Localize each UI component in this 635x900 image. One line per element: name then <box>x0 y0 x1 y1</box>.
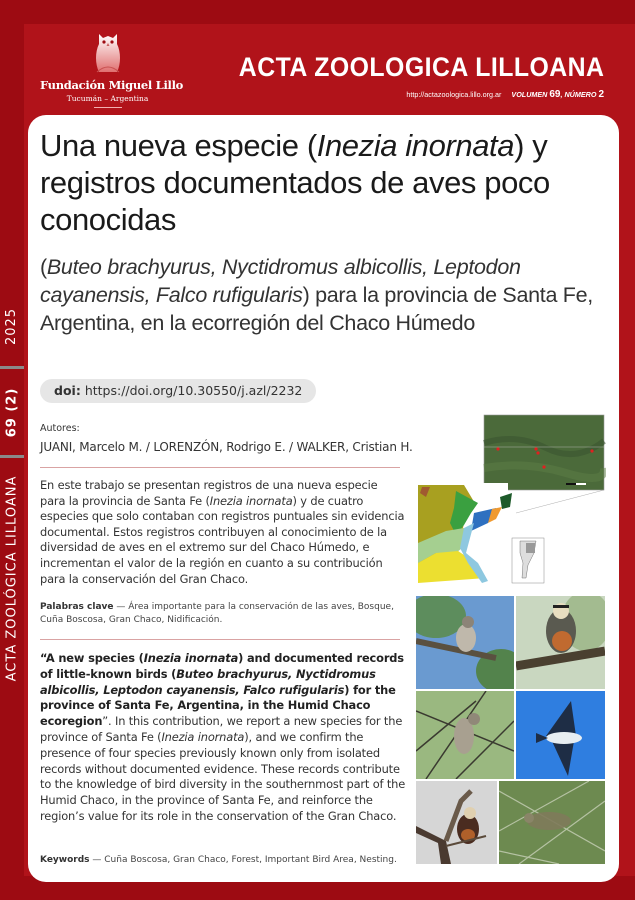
volume-label: VOLUMEN 69, NÚMERO 2 <box>511 89 604 100</box>
keywords-es: Palabras clave — Área importante para la conservación de las aves, Bosque, Cuña Boscosa, Gran Chaco, Nidificación. <box>40 602 394 625</box>
doi-link[interactable]: https://doi.org/10.30550/j.azl/2232 <box>84 383 303 398</box>
side-journal: ACTA ZOOLÓGICA LILLOANA <box>4 475 20 681</box>
article-card <box>28 115 619 882</box>
abstract-en: “A new species (Inezia inornata) and documented records of little-known birds (Buteo brachyurus, Nyctidromus albicollis, Leptodon cayanensis, Falco rufigularis) for the province of Santa Fe, Argentina, in the Humid Chaco ecoregion”. In this contribution, we report a new species for the province of Santa Fe (Inezia inornata), and we confirm the presence of four species previously known only from isolated records without documented evidence. These records contribute to the knowledge of bird diversity in the southernmost part of the Humid Chaco, in the province of Santa Fe, and reinforce the region’s value for its role in the conservation of the Gran Chaco. <box>40 651 406 823</box>
bird-photo-nightjar <box>499 781 605 864</box>
institution-name: Fundación Miguel Lillo <box>40 78 184 92</box>
divider <box>40 639 400 640</box>
owl-icon <box>91 30 125 76</box>
authors-label: Autores: <box>40 423 80 434</box>
bird-photo-flycatcher <box>416 691 514 779</box>
logo-divider <box>94 107 122 108</box>
journal-meta <box>406 89 604 100</box>
side-year: 2025 <box>4 307 20 345</box>
article-title: Una nueva especie (Inezia inornata) y registros documentados de aves poco conocidas <box>40 128 550 237</box>
bird-photo-hawk-flight <box>516 691 605 779</box>
authors: JUANI, Marcelo M. / LORENZÓN, Rodrigo E. / WALKER, Cristian H. <box>40 440 413 454</box>
abstract-es: En este trabajo se presentan registros de una nueva especie para la provincia de Santa Fe (Inezia inornata) y de cuatro especies que solo contaban con registros puntuales sin evidencia documental. Estos registros contribuyen al conocimiento de la diversidad de aves en el extremo sur del Chaco Húmedo, e incrementan el valor de la región en cuanto a su contribución para la conservación del Gran Chaco. <box>40 478 405 586</box>
bird-photo-inezia <box>416 596 514 689</box>
journal-url[interactable]: http://actazoologica.lillo.org.ar <box>406 90 502 99</box>
institution-location: Tucumán – Argentina <box>66 94 149 103</box>
divider <box>40 467 400 468</box>
side-divider <box>0 366 24 369</box>
article-subtitle: (Buteo brachyurus, Nyctidromus albicollis, Leptodon cayanensis, Falco rufigularis) para la provincia de Santa Fe, Argentina, en la ecorregión del Chaco Húmedo <box>40 255 593 335</box>
keywords-en: Keywords — Cuña Boscosa, Gran Chaco, Forest, Important Bird Area, Nesting. <box>40 855 397 865</box>
bird-photo-falcon-perched <box>516 596 605 689</box>
side-divider <box>0 455 24 458</box>
institution-logo <box>40 30 184 108</box>
study-area-map <box>416 413 606 585</box>
bird-photo-falcon-branch <box>416 781 497 864</box>
side-issue: 69 (2) <box>4 387 20 437</box>
doi-badge[interactable]: doi: https://doi.org/10.30550/j.azl/2232 <box>40 379 316 403</box>
journal-title: ACTA ZOOLOGICA LILLOANA <box>238 52 604 82</box>
